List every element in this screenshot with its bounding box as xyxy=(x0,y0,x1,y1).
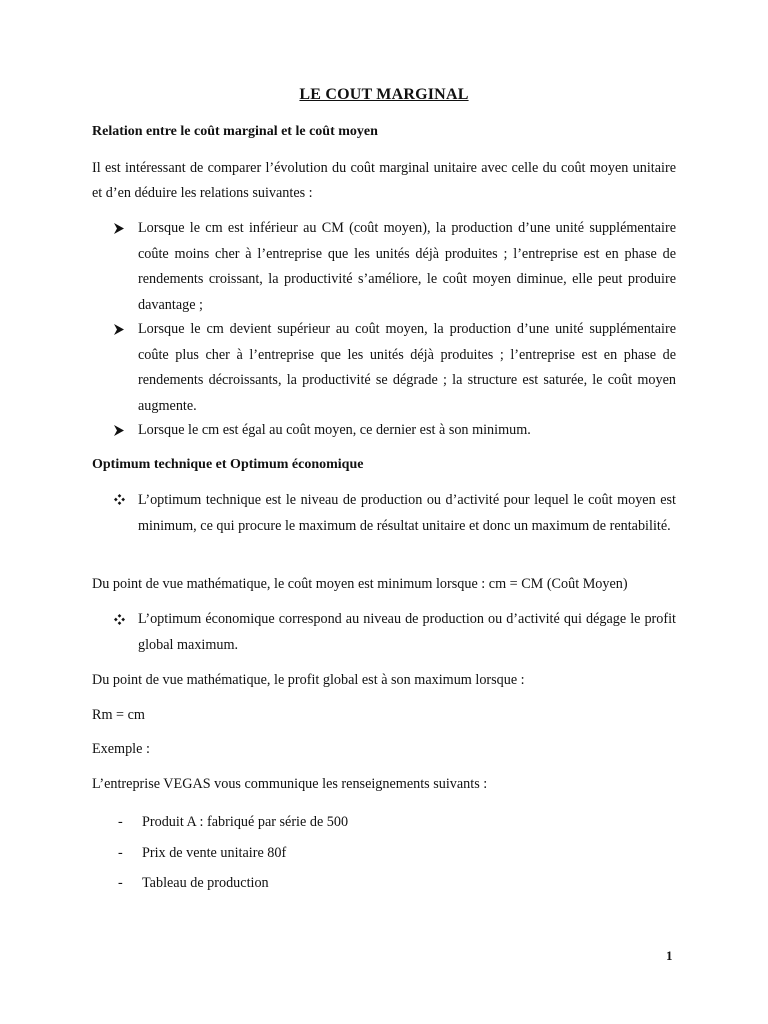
list-item xyxy=(118,814,348,831)
document-page xyxy=(92,0,676,1024)
formula: Rm = cm xyxy=(92,707,145,723)
example-label: Exemple : xyxy=(92,741,150,757)
arrowhead-bullet-icon xyxy=(114,317,134,335)
arrowhead-bullet-icon xyxy=(114,418,134,436)
four-diamond-bullet-icon xyxy=(114,487,134,505)
list-item xyxy=(118,845,286,862)
section-heading-optimum: Optimum technique et Optimum économique xyxy=(92,457,364,472)
bullet-text: L’optimum économique correspond au niveau de production ou d’activité qui dégage le profit global maximum. xyxy=(138,611,676,653)
list-item xyxy=(114,418,676,444)
list-item xyxy=(114,216,676,316)
list-item xyxy=(114,487,676,565)
example-intro: L’entreprise VEGAS vous communique les renseignements suivants : xyxy=(92,776,488,792)
arrowhead-bullet-icon xyxy=(114,216,134,234)
dash-bullet: - xyxy=(118,875,123,891)
math-statement-1: Du point de vue mathématique, le coût moyen est minimum lorsque : cm = CM (Coût Moyen) xyxy=(92,576,628,592)
dash-item-text: Produit A : fabriqué par série de 500 xyxy=(142,814,349,830)
dash-bullet: - xyxy=(118,845,123,861)
math-statement-2: Du point de vue mathématique, le profit global est à son maximum lorsque : xyxy=(92,672,525,688)
bullet-text: Lorsque le cm devient supérieur au coût moyen, la production d’une unité supplémentaire coûte plus cher à l’entreprise que les unités déjà produites ; l’entreprise est en phase de rendements décroissants, la productivité se dégrade ; la structure est saturée, le coût moyen augmente. xyxy=(138,321,676,414)
dash-item-text: Prix de vente unitaire 80f xyxy=(142,845,287,861)
bullet-text: Lorsque le cm est égal au coût moyen, ce dernier est à son minimum. xyxy=(138,422,531,438)
intro-paragraph: Il est intéressant de comparer l’évolution du coût marginal unitaire avec celle du coût moyen unitaire et d’en déduire les relations suivantes : xyxy=(92,160,676,201)
list-item xyxy=(114,317,676,417)
bullet-text: Lorsque le cm est inférieur au CM (coût moyen), la production d’une unité supplémentaire coûte moins cher à l’entreprise que les unités déjà produites ; l’entreprise est en phase de rendements croissant, la productivité s’améliore, le coût moyen diminue, elle peut produire davantage ; xyxy=(138,220,676,313)
list-item xyxy=(114,607,676,659)
four-diamond-bullet-icon xyxy=(114,607,134,625)
section-heading-relation: Relation entre le coût marginal et le coût moyen xyxy=(92,124,378,139)
list-item xyxy=(118,875,269,892)
dash-item-text: Tableau de production xyxy=(142,875,269,891)
bullet-text: L’optimum technique est le niveau de production ou d’activité pour lequel le coût moyen est minimum, ce qui procure le maximum de résultat unitaire et donc un maximum de rentabilité. xyxy=(138,492,676,534)
dash-bullet: - xyxy=(118,814,123,830)
document-title: LE COUT MARGINAL xyxy=(299,86,469,103)
page-number: 1 xyxy=(666,948,673,963)
